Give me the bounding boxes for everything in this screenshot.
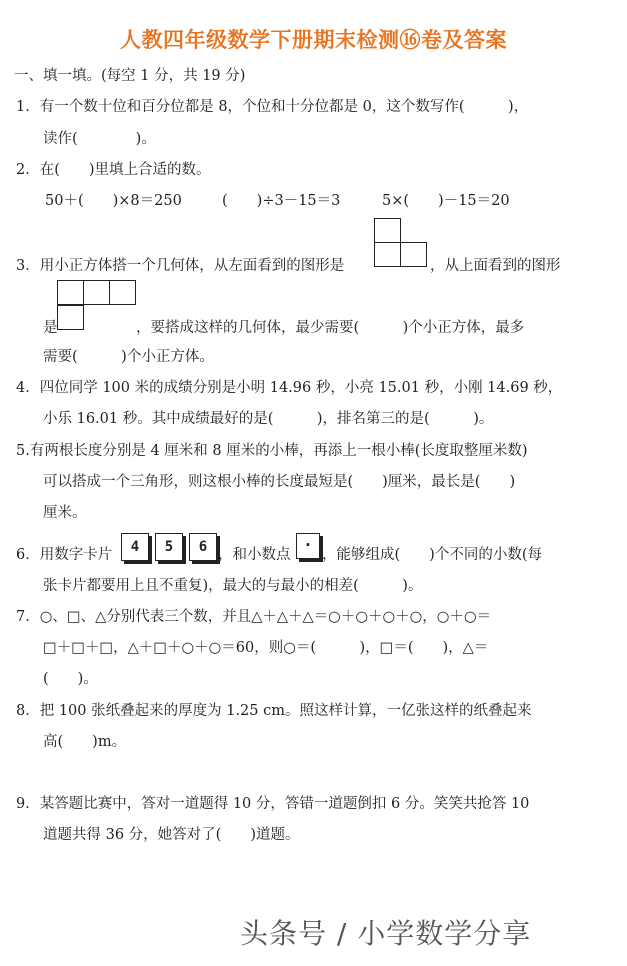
question-2-equation-2: ( )÷3－15＝3 <box>222 193 341 209</box>
question-8-line-2: 高( )m。 <box>43 734 127 750</box>
question-1-line-1: 1．有一个数十位和百分位都是 8，个位和十分位都是 0，这个数写作( )， <box>16 99 529 115</box>
question-7-line-3: ( )。 <box>43 671 98 687</box>
top-view-figure <box>57 280 139 332</box>
question-8-line-1: 8．把 100 张纸叠起来的厚度为 1.25 cm。照这样计算，一亿张这样的纸叠起来 <box>16 703 532 719</box>
question-1-line-2: 读作( )。 <box>43 131 156 147</box>
question-2-line-1: 2．在( )里填上合适的数。 <box>16 162 211 178</box>
section-heading: 一、填一填。(每空 1 分，共 19 分) <box>14 68 246 84</box>
question-7-line-2: □＋□＋□，△＋□＋○＋○＝60，则○＝( )，□＝( )，△＝ <box>43 640 489 656</box>
question-6-line-1c: ，能够组成( )个不同的小数(每 <box>322 547 542 563</box>
question-9-line-2: 道题共得 36 分，她答对了( )道题。 <box>43 827 300 843</box>
number-card-4: 4 <box>121 533 149 561</box>
question-6-line-2: 张卡片都要用上且不重复)，最大的与最小的相差( )。 <box>43 578 423 594</box>
question-6-line-1b: ，和小数点 <box>218 547 291 563</box>
question-4-line-1: 4．四位同学 100 米的成绩分别是小明 14.96 秒，小亮 15.01 秒，小刚 14.69 秒， <box>16 380 563 396</box>
decimal-point-card: · <box>296 533 320 559</box>
question-3-line-1b: ，从上面看到的图形 <box>430 258 561 274</box>
question-3-line-2a: 是 <box>43 320 58 336</box>
question-3-line-1a: 3．用小正方体搭一个几何体，从左面看到的图形是 <box>16 258 345 274</box>
question-2-equation-3: 5×( )－15＝20 <box>382 193 510 209</box>
left-view-figure <box>374 218 430 270</box>
question-5-line-1: 5.有两根长度分别是 4 厘米和 8 厘米的小棒，再添上一根小棒(长度取整厘米数) <box>16 443 528 459</box>
question-3-line-2b: ，要搭成这样的几何体，最少需要( )个小正方体，最多 <box>136 320 525 336</box>
question-9-line-1: 9．某答题比赛中，答对一道题得 10 分，答错一道题倒扣 6 分。笑笑共抢答 10 <box>16 796 530 812</box>
question-5-line-3: 厘米。 <box>43 505 87 521</box>
number-card-6: 6 <box>189 533 217 561</box>
question-4-line-2: 小乐 16.01 秒。其中成绩最好的是( )，排名第三的是( )。 <box>43 411 494 427</box>
page-title: 人教四年级数学下册期末检测⑯卷及答案 <box>120 28 507 52</box>
question-3-line-3: 需要( )个小正方体。 <box>43 349 214 365</box>
number-card-5: 5 <box>155 533 183 561</box>
question-7-line-1: 7．○、□、△分别代表三个数，并且△＋△＋△＝○＋○＋○＋○，○＋○＝ <box>16 609 492 625</box>
question-5-line-2: 可以搭成一个三角形，则这根小棒的长度最短是( )厘米，最长是( ) <box>43 474 516 490</box>
question-2-equation-1: 50＋( )×8＝250 <box>45 193 182 209</box>
question-6-line-1a: 6．用数字卡片 <box>16 547 113 563</box>
watermark: 头条号 / 小学数学分享 <box>240 917 532 950</box>
